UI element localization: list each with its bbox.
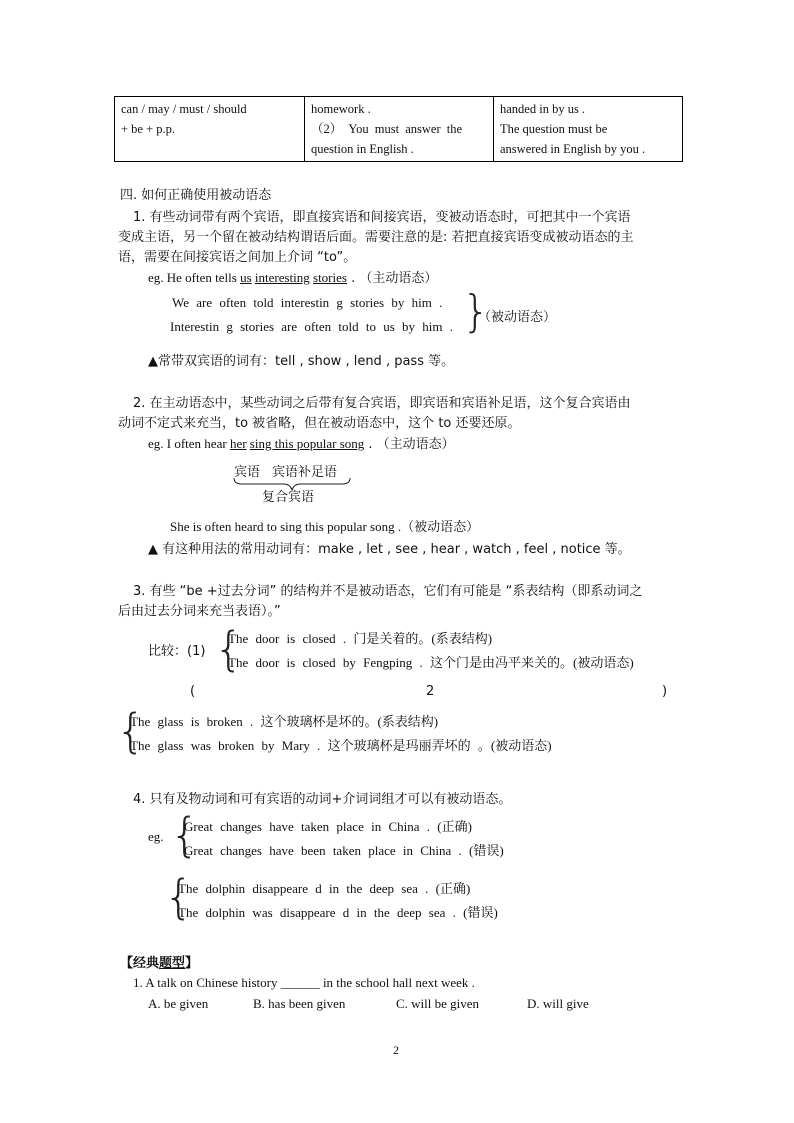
paren-close: ) [662,684,668,699]
paragraph-line: 4. 只有及物动词和可有宾语的动词+介词词组才可以有被动语态。 [133,792,512,807]
table-cell-passive [494,97,683,162]
compare-2a: The glass is broken . 这个玻璃杯是坏的。(系表结构) [130,714,439,729]
cell-line: answered in English by you . [500,142,646,156]
passive-label: （被动语态） [478,310,557,325]
underlined-indirect-object: us [240,270,252,285]
paragraph-line: 2. 在主动语态中，某些动词之后带有复合宾语，即宾语和宾语补足语，这个复合宾语由 [133,396,631,411]
paragraph-line: 后由过去分词来充当表语）。” [118,604,281,619]
option-b: B. has been given [253,996,346,1011]
paragraph-line: 1. 有些动词带有两个宾语，即直接宾语和间接宾语，变被动语态时，可把其中一个宾语 [133,210,631,225]
left-brace-icon: { [214,622,244,676]
underlined-direct-object: stories [313,270,347,285]
example-wrong: Great changes have been taken place in China . (错误) [184,843,504,858]
table-cell-active [305,97,494,162]
grammar-table [114,96,683,162]
object-label: 宾语 [234,465,261,480]
example-text: eg. I often hear [148,436,230,451]
passive-example-b: Interestin g stories are often told to us by him . [170,319,453,334]
heading-text: 【经典 [120,956,160,971]
voice-label: . （主动语态） [346,271,438,286]
paren-open: ( [190,684,196,699]
example-sentence [148,267,437,286]
underlined-object: her [229,436,247,451]
paragraph-line: 动词不定式来充当，to 被省略，但在被动语态中，这个 to 还要还原。 [118,416,521,431]
heading-text: 】 [185,956,199,971]
object-complement-label: 宾语补足语 [272,465,338,480]
section-heading: 四. 如何正确使用被动语态 [120,188,272,203]
left-brace-icon: { [164,870,194,924]
left-brace-icon: { [170,808,200,862]
underlined-word: interesting [254,270,310,285]
table-row [115,97,683,162]
note-line: ▲ 有这种用法的常用动词有：make , let , see , hear , watch , feel , notice 等。 [148,542,631,557]
right-brace-icon: } [462,286,490,337]
example-text: eg. He often tells [148,270,241,285]
paragraph-line: 语，需要在间接宾语之间加上介词 “to”。 [118,250,357,265]
paragraph-line: 变成主语，另一个留在被动结构谓语后面。需要注意的是: 若把直接宾语变成被动语态的主 [118,230,634,245]
cell-line: can / may / must / should [121,102,247,116]
cell-line: homework . [311,102,371,116]
example-wrong: The dolphin was disappeare d in the deep sea . (错误) [178,905,498,920]
left-brace-icon: { [116,704,146,758]
option-d: D. will give [527,996,589,1011]
option-c: C. will be given [396,996,480,1011]
option-a: A. be given [148,996,209,1011]
passive-example-a: We are often told interestin g stories by him . [172,295,443,310]
compare-1a: The door is closed . 门是关着的。(系表结构) [228,631,493,646]
item-number: 2 [426,684,435,699]
voice-label: . （主动语态） [364,437,455,452]
compare-1b: The door is closed by Fengping . 这个门是由冯平来关的。(被动语态) [228,655,634,670]
compare-label: 比较：(1) [148,644,206,659]
heading-text: 题型 [159,956,186,971]
note-line: ▲常带双宾语的词有：tell , show , lend , pass 等。 [148,354,455,369]
cell-line: question in English . [311,142,414,156]
cell-line: + be + p.p. [121,122,176,136]
passive-example: She is often heard to sing this popular song .（被动语态） [170,519,480,534]
compound-object-label: 复合宾语 [262,490,315,505]
classic-heading [120,952,198,971]
cell-line: （2） You must answer the [311,122,463,136]
underlined-complement: sing this popular song [249,436,365,451]
example-correct: Great changes have taken place in China . (正确) [184,819,472,834]
question-1: 1. A talk on Chinese history ______ in the school hall next week . [133,975,475,990]
example-correct: The dolphin disappeare d in the deep sea . (正确) [178,881,471,896]
cell-line: The question must be [500,122,608,136]
paragraph-line: 3. 有些 “be +过去分词” 的结构并不是被动语态，它们有可能是 “系表结构（即系动词之 [133,584,643,599]
table-cell-structure [115,97,305,162]
page-number: 2 [393,1043,399,1057]
example-sentence [148,433,455,452]
compare-2b: The glass was broken by Mary . 这个玻璃杯是玛丽弄坏的 。(被动语态) [130,738,552,753]
cell-line: handed in by us . [500,102,586,116]
eg-label: eg. [148,829,164,844]
